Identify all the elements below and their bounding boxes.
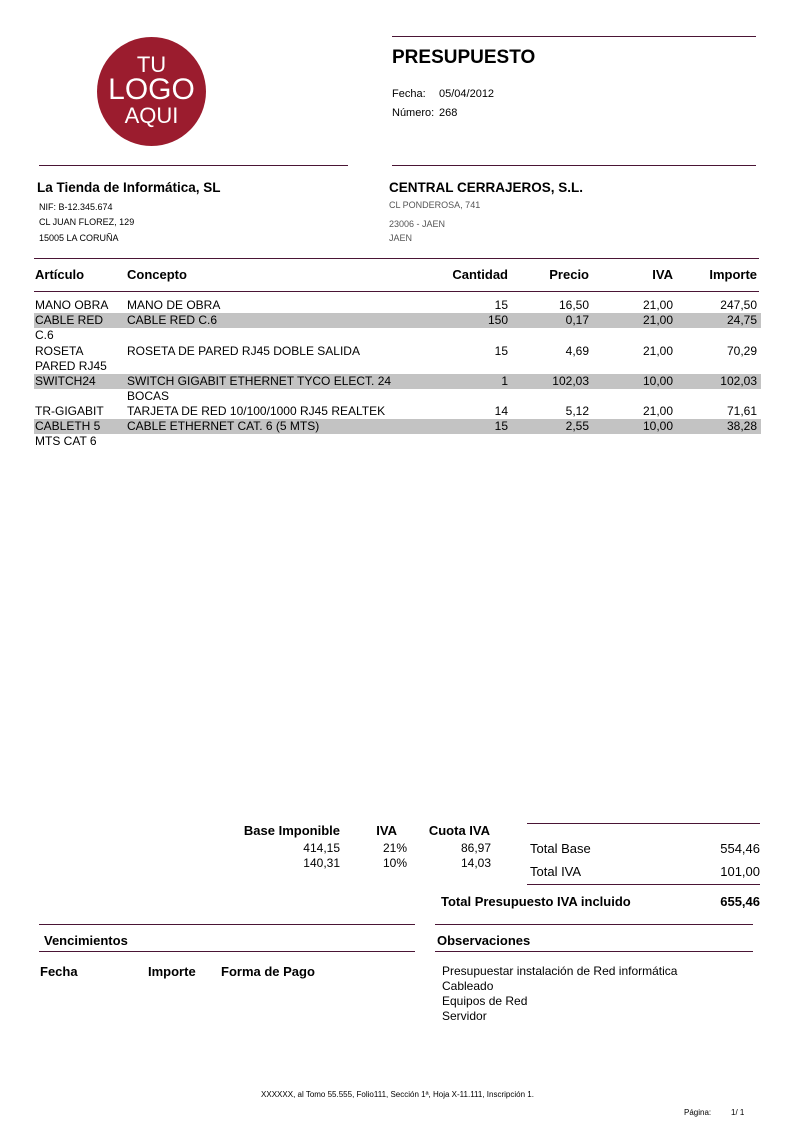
fecha-value: 05/04/2012: [439, 88, 495, 100]
cell-iva: 21,00: [642, 344, 673, 358]
cell-cantidad: 14: [494, 404, 508, 418]
cell-concepto: TARJETA DE RED 10/100/1000 RJ45 REALTEK: [127, 404, 386, 418]
page-number: 1/ 1: [731, 1108, 745, 1117]
tax-header-iva: IVA: [376, 823, 397, 838]
cell-concepto: CABLE ETHERNET CAT. 6 (5 MTS): [127, 419, 320, 433]
numero-label: Número:: [392, 107, 435, 119]
seller-nif: NIF: B-12.345.674: [39, 202, 113, 212]
cell-concepto: ROSETA DE PARED RJ45 DOBLE SALIDA: [127, 344, 360, 358]
page-label: Página:: [684, 1108, 712, 1117]
cell-articulo: CABLE RED: [35, 313, 104, 327]
cell-importe: 70,29: [726, 344, 757, 358]
customer-top-rule: [392, 165, 756, 166]
vencimientos-bottom-rule: [39, 951, 415, 952]
customer-name: CENTRAL CERRAJEROS, S.L.: [389, 180, 584, 195]
observaciones-top-rule: [435, 924, 753, 925]
tax-base-1: 140,31: [303, 856, 340, 870]
vencimientos-title: Vencimientos: [44, 933, 128, 948]
page-title: PRESUPUESTO: [392, 47, 536, 68]
table-top-rule: [34, 258, 759, 259]
cell-cantidad: 150: [487, 313, 508, 327]
cell-articulo-cont: PARED RJ45: [35, 359, 107, 373]
cell-precio: 5,12: [565, 404, 589, 418]
observacion-line: Equipos de Red: [442, 994, 528, 1008]
cell-articulo: TR-GIGABIT: [35, 404, 104, 418]
observacion-line: Servidor: [442, 1009, 487, 1023]
cell-concepto: SWITCH GIGABIT ETHERNET TYCO ELECT. 24: [127, 374, 392, 388]
total-iva-value: 101,00: [720, 864, 760, 879]
registry-footer: XXXXXX, al Tomo 55.555, Folio111, Sección 1ª, Hoja X-11.111, Inscripción 1.: [261, 1090, 534, 1099]
cell-articulo: MANO OBRA: [35, 298, 109, 312]
col-header-iva: IVA: [652, 267, 673, 282]
cell-concepto: CABLE RED C.6: [127, 313, 218, 327]
company-logo: [97, 37, 206, 146]
cell-importe: 38,28: [726, 419, 757, 433]
seller-address: CL JUAN FLOREZ, 129: [39, 217, 135, 227]
totals-top-rule: [527, 823, 760, 824]
total-base-label: Total Base: [530, 841, 591, 856]
fecha-label: Fecha:: [392, 88, 426, 100]
cell-importe: 102,03: [720, 374, 757, 388]
tax-iva-0: 21%: [382, 841, 407, 855]
tax-header-cuota: Cuota IVA: [428, 823, 490, 838]
seller-top-rule: [39, 165, 348, 166]
total-base-value: 554,46: [720, 841, 760, 856]
cell-iva: 21,00: [642, 313, 673, 327]
observacion-line: Cableado: [442, 979, 494, 993]
logo-line-2: LOGO: [108, 73, 195, 106]
cell-articulo-cont: MTS CAT 6: [35, 434, 97, 448]
logo-line-3: AQUI: [124, 103, 179, 128]
cell-cantidad: 1: [501, 374, 508, 388]
grand-total-label: Total Presupuesto IVA incluido: [441, 894, 631, 909]
cell-cantidad: 15: [494, 298, 508, 312]
cell-concepto: MANO DE OBRA: [127, 298, 221, 312]
cell-articulo: ROSETA: [35, 344, 84, 358]
cell-articulo-cont: C.6: [35, 328, 54, 342]
customer-address: CL PONDEROSA, 741: [389, 200, 481, 210]
tax-iva-1: 10%: [382, 856, 407, 870]
cell-precio: 2,55: [565, 419, 589, 433]
seller-city: 15005 LA CORUÑA: [39, 233, 119, 243]
cell-articulo: CABLETH 5: [35, 419, 101, 433]
title-top-rule: [392, 36, 756, 37]
col-header-precio: Precio: [549, 267, 589, 282]
numero-value: 268: [439, 107, 458, 119]
vencimientos-col-importe: Importe: [148, 964, 196, 979]
cell-concepto-cont: BOCAS: [127, 389, 170, 403]
cell-precio: 16,50: [558, 298, 589, 312]
cell-precio: 0,17: [565, 313, 589, 327]
cell-iva: 10,00: [642, 419, 673, 433]
vencimientos-col-forma-pago: Forma de Pago: [221, 964, 315, 979]
logo-line-1: TU: [136, 52, 167, 77]
cell-cantidad: 15: [494, 344, 508, 358]
vencimientos-top-rule: [39, 924, 415, 925]
customer-province: JAEN: [389, 233, 413, 243]
table-header-rule: [34, 291, 759, 292]
cell-importe: 71,61: [726, 404, 757, 418]
totals-mid-rule: [527, 884, 760, 885]
cell-precio: 4,69: [565, 344, 589, 358]
observacion-line: Presupuestar instalación de Red informática: [442, 964, 678, 978]
col-header-articulo: Artículo: [35, 267, 85, 282]
cell-importe: 24,75: [726, 313, 757, 327]
seller-name: La Tienda de Informática, SL: [37, 180, 221, 195]
tax-header-base: Base Imponible: [243, 823, 340, 838]
col-header-cantidad: Cantidad: [452, 267, 508, 282]
cell-iva: 21,00: [642, 404, 673, 418]
col-header-concepto: Concepto: [127, 267, 187, 282]
vencimientos-col-fecha: Fecha: [40, 964, 78, 979]
total-iva-label: Total IVA: [530, 864, 582, 879]
grand-total-value: 655,46: [720, 894, 760, 909]
tax-cuota-1: 14,03: [460, 856, 491, 870]
tax-base-0: 414,15: [303, 841, 340, 855]
tax-cuota-0: 86,97: [460, 841, 491, 855]
observaciones-bottom-rule: [435, 951, 753, 952]
cell-iva: 21,00: [642, 298, 673, 312]
cell-cantidad: 15: [494, 419, 508, 433]
observaciones-title: Observaciones: [437, 933, 531, 948]
cell-precio: 102,03: [552, 374, 589, 388]
col-header-importe: Importe: [709, 267, 757, 282]
customer-city: 23006 - JAEN: [389, 219, 446, 229]
cell-iva: 10,00: [642, 374, 673, 388]
cell-articulo: SWITCH24: [35, 374, 96, 388]
cell-importe: 247,50: [720, 298, 757, 312]
